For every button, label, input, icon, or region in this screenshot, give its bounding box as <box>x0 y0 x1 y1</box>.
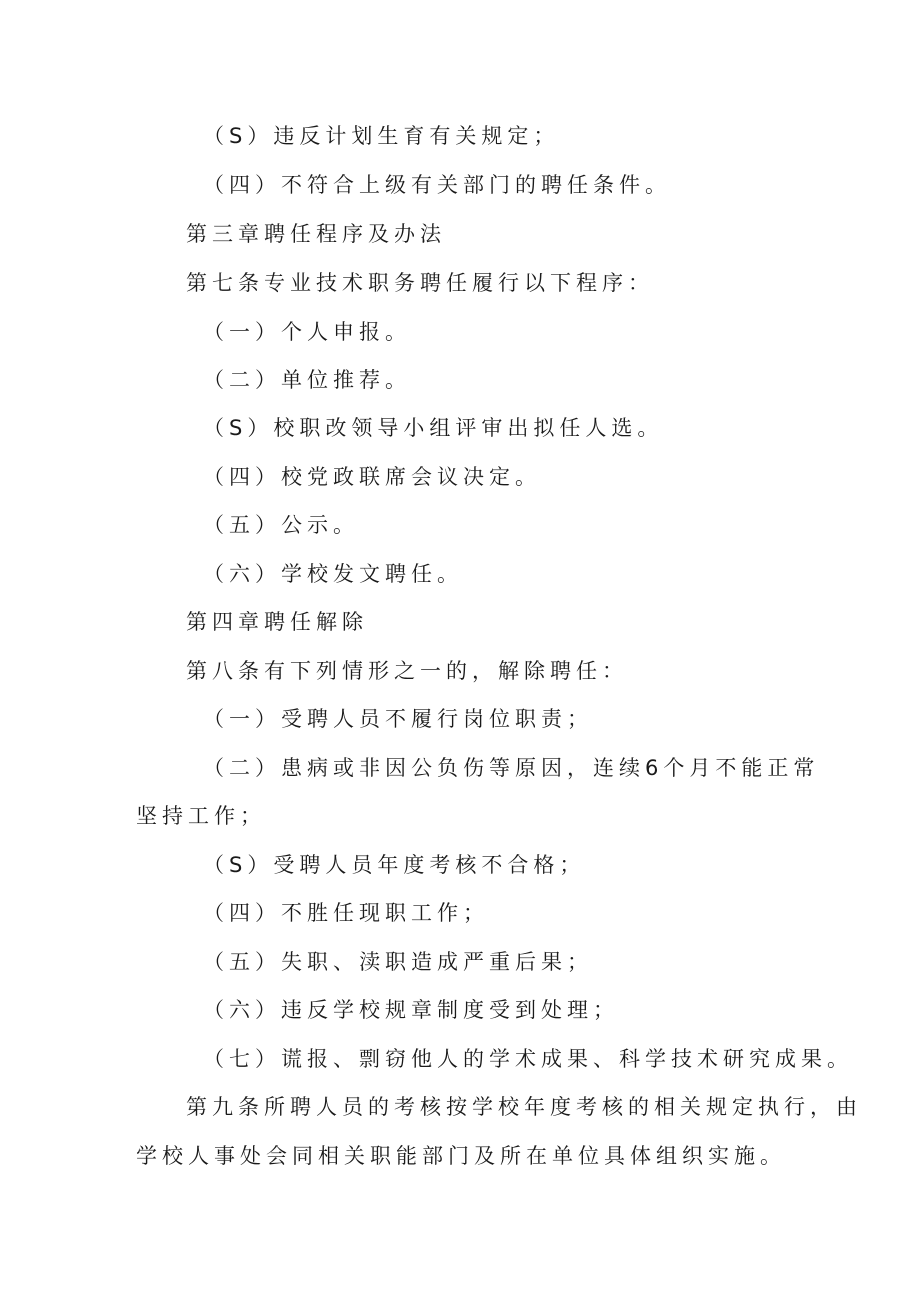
text-line: （四）不符合上级有关部门的聘任条件。 <box>203 173 671 197</box>
text-line: （一）个人申报。 <box>203 320 411 344</box>
article-heading: 第九条所聘人员的考核按学校年度考核的相关规定执行，由 <box>186 1095 862 1119</box>
text-line: （六）学校发文聘任。 <box>203 562 463 586</box>
chapter-heading: 第三章聘任程序及办法 <box>186 222 446 246</box>
text-line: 坚持工作； <box>136 804 266 828</box>
text-line: （二）患病或非因公负伤等原因，连续6个月不能正常 <box>203 756 820 780</box>
text-line: （六）违反学校规章制度受到处理； <box>203 998 619 1022</box>
text-line: （一）受聘人员不履行岗位职责； <box>203 707 593 731</box>
text-line: （四）不胜任现职工作； <box>203 901 489 925</box>
text-line: （S）违反计划生育有关规定； <box>203 124 560 148</box>
chapter-heading: 第四章聘任解除 <box>186 610 368 634</box>
article-heading: 第八条有下列情形之一的，解除聘任： <box>186 659 628 683</box>
text-line: 学校人事处会同相关职能部门及所在单位具体组织实施。 <box>136 1144 786 1168</box>
text-line: （S）受聘人员年度考核不合格； <box>203 853 586 877</box>
text-line: （S）校职改领导小组评审出拟任人选。 <box>203 416 664 440</box>
text-line: （五）失职、渎职造成严重后果； <box>203 950 593 974</box>
text-line: （二）单位推荐。 <box>203 368 411 392</box>
article-heading: 第七条专业技术职务聘任履行以下程序： <box>186 271 654 295</box>
text-line: （七）谎报、剽窃他人的学术成果、科学技术研究成果。 <box>203 1047 853 1071</box>
text-line: （四）校党政联席会议决定。 <box>203 465 541 489</box>
text-line: （五）公示。 <box>203 513 359 537</box>
